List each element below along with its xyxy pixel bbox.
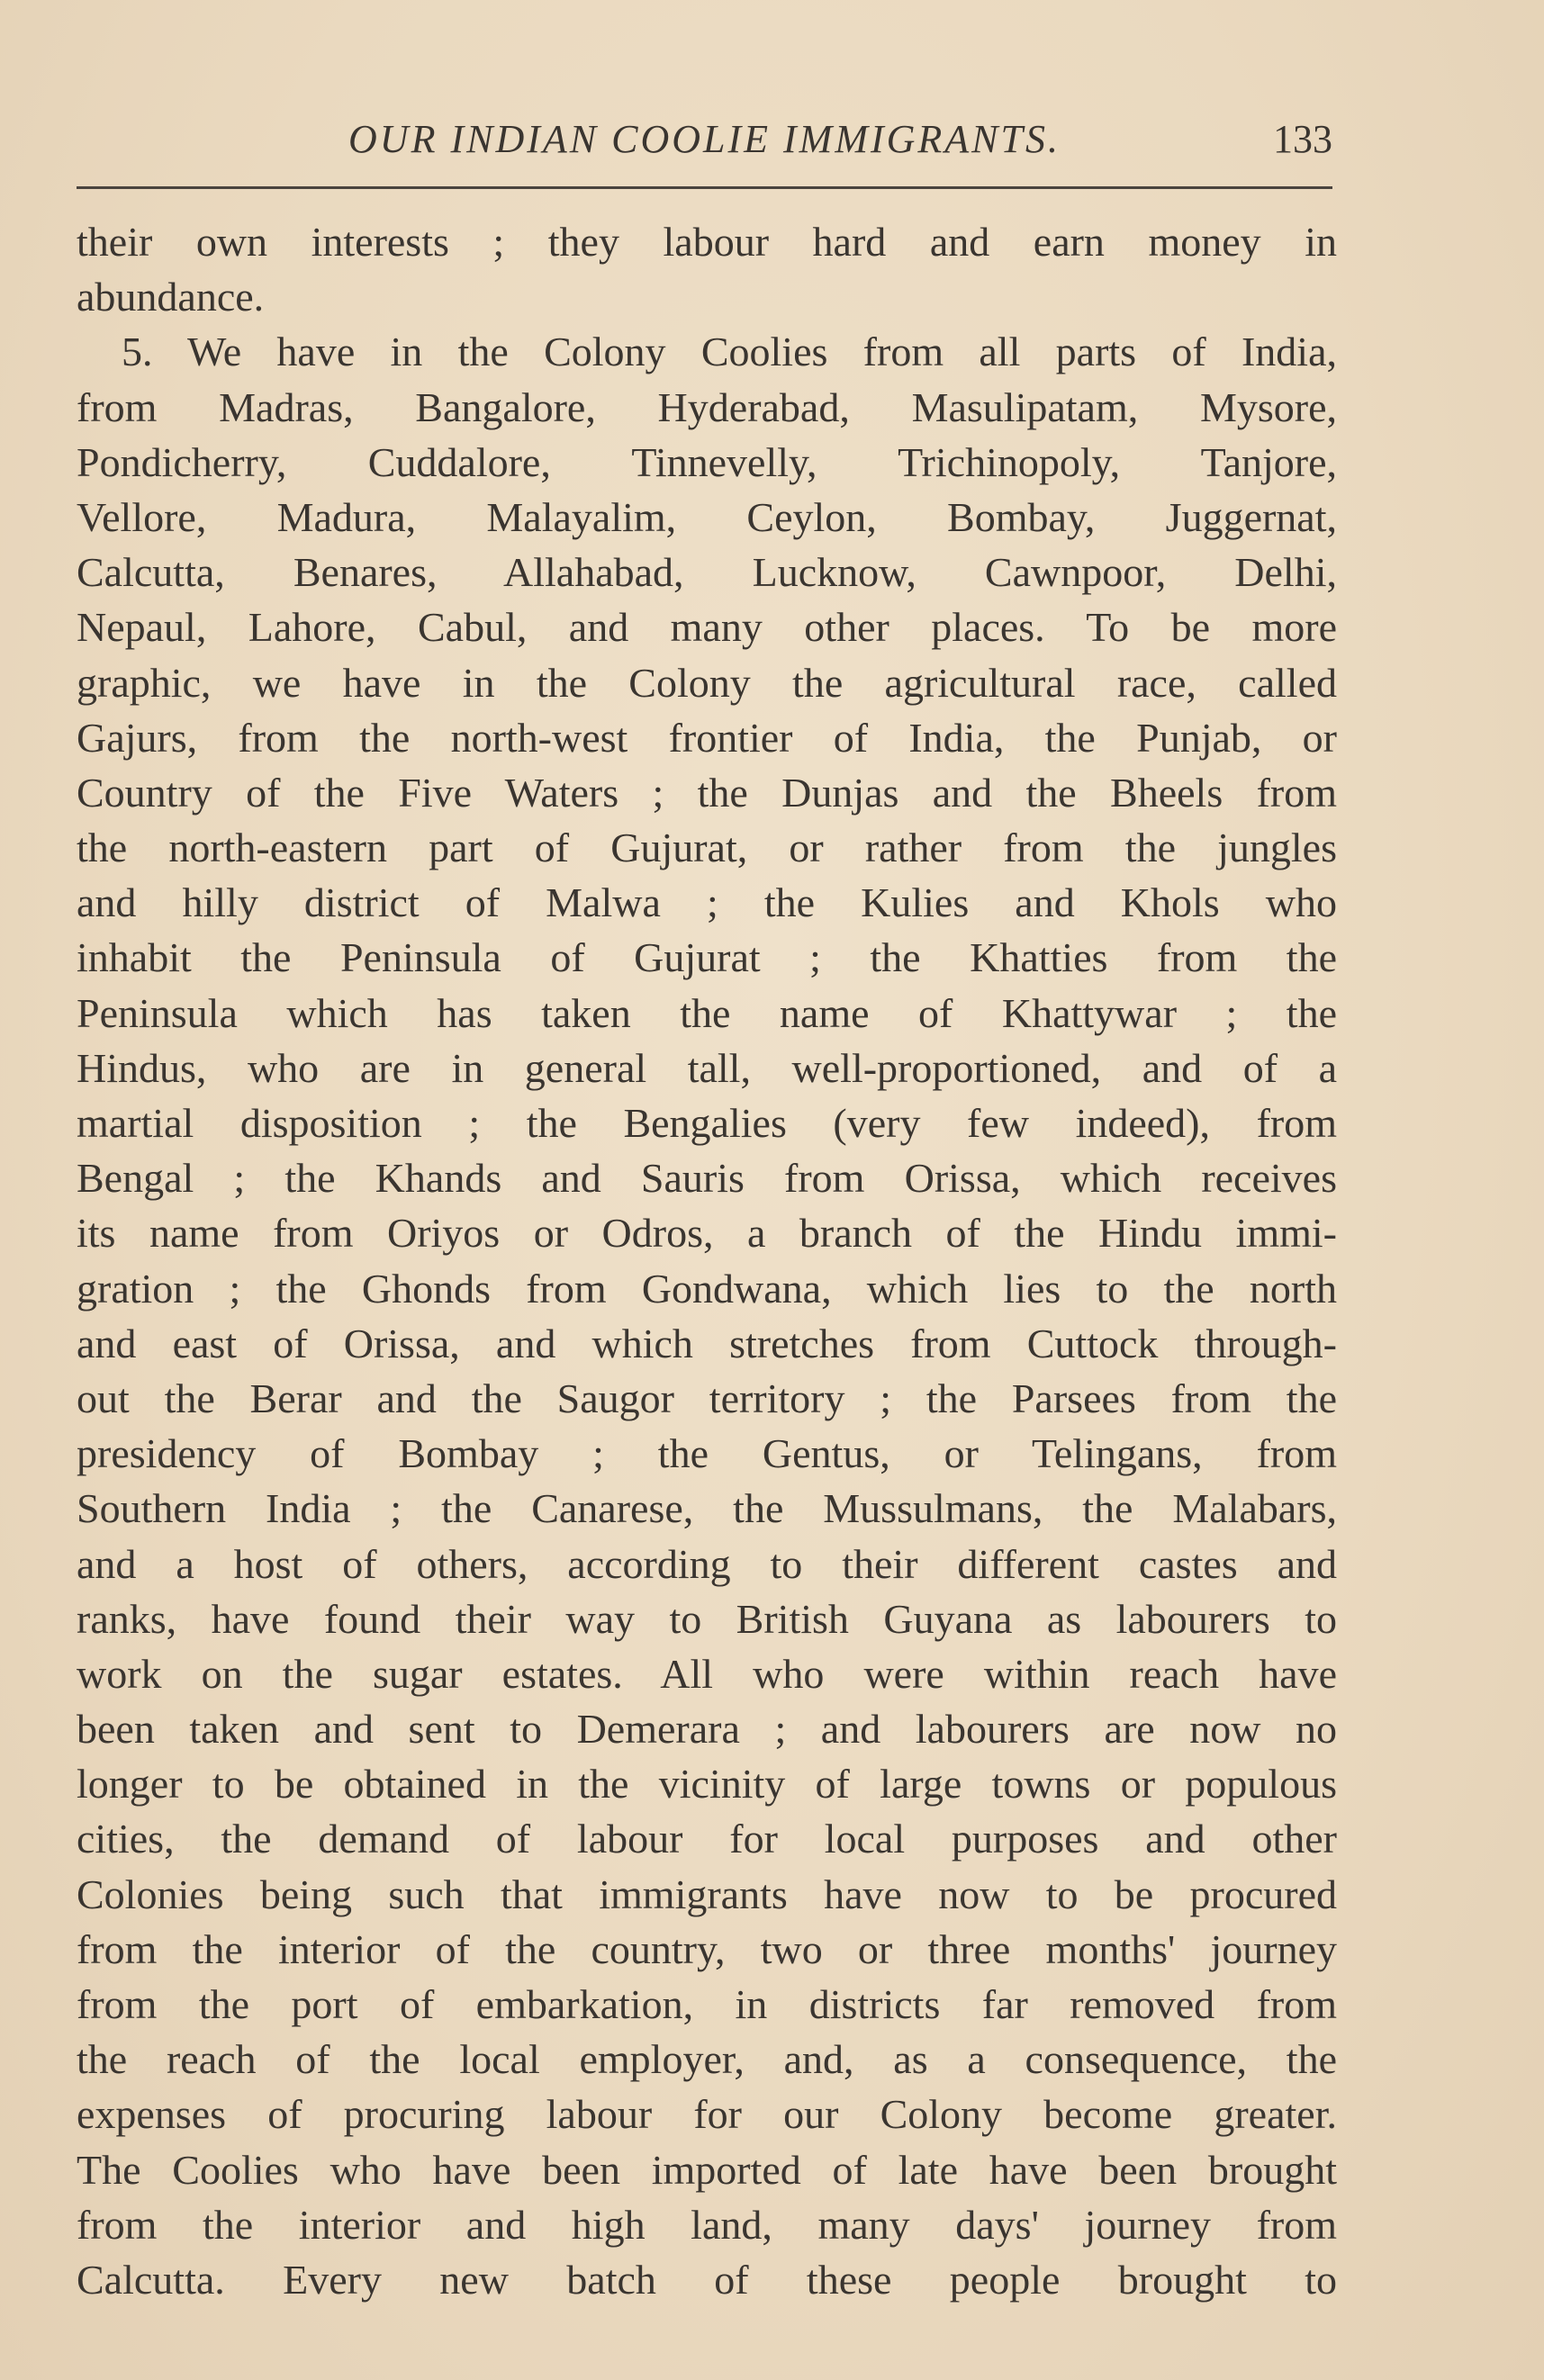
text-line: Calcutta, Benares, Allahabad, Lucknow, Cawnpoor, Delhi, [77,549,1337,596]
text-line: Pondicherry, Cuddalore, Tinnevelly, Trichinopoly, Tanjore, [77,438,1337,485]
text-line: the north-eastern part of Gujurat, or rather from the jungles [77,825,1337,871]
text-line: expenses of procuring labour for our Colony become greater. [77,2091,1337,2138]
text-line: abundance. [77,274,265,320]
text-line: out the Berar and the Saugor territory ; the Parsees from the [77,1375,1337,1421]
text-line: and east of Orissa, and which stretches from Cuttock through- [77,1320,1337,1366]
text-line: The Coolies who have been imported of late have been brought [77,2146,1337,2193]
text-line: Southern India ; the Canarese, the Mussulmans, the Malabars, [77,1485,1337,1532]
page-number: 133 [1273,117,1332,161]
text-line: presidency of Bombay ; the Gentus, or Telingans, from [77,1430,1337,1477]
text-line: cities, the demand of labour for local purposes and other [77,1816,1337,1862]
text-line: Bengal ; the Khands and Sauris from Orissa, which receives [77,1155,1337,1202]
text-line: Calcutta. Every new batch of these people brought to [77,2256,1337,2303]
text-line: graphic, we have in the Colony the agricultural race, called [77,659,1337,706]
text-line: ranks, have found their way to British Guyana as labourers to [77,1595,1337,1642]
paragraph-start-line: 5. We have in the Colony Coolies from all parts of India, [122,329,1337,375]
text-line: Vellore, Madura, Malayalim, Ceylon, Bombay, Juggernat, [77,493,1337,540]
text-line: its name from Oriyos or Odros, a branch of the Hindu immi- [77,1210,1337,1257]
header-divider [77,186,1332,189]
text-line: the reach of the local employer, and, as a consequence, the [77,2036,1337,2083]
text-line: longer to be obtained in the vicinity of large towns or populous [77,1761,1337,1808]
text-line: and a host of others, according to their different castes and [77,1540,1337,1587]
text-line: Country of the Five Waters ; the Dunjas and the Bheels from [77,769,1337,816]
body-text [77,214,1337,2307]
text-line: Gajurs, from the north-west frontier of India, the Punjab, or [77,714,1337,761]
text-line: Nepaul, Lahore, Cabul, and many other places. To be more [77,604,1337,651]
text-line: work on the sugar estates. All who were within reach have [77,1650,1337,1697]
text-line: from Madras, Bangalore, Hyderabad, Masulipatam, Mysore, [77,383,1337,430]
text-line: inhabit the Peninsula of Gujurat ; the Khatties from the [77,934,1337,981]
text-line: from the interior and high land, many days' journey from [77,2201,1337,2248]
running-title: OUR INDIAN COOLIE IMMIGRANTS. [348,117,1061,161]
text-line: and hilly district of Malwa ; the Kulies and Khols who [77,879,1337,926]
text-line: gration ; the Ghonds from Gondwana, which lies to the north [77,1265,1337,1312]
text-line: been taken and sent to Demerara ; and labourers are now no [77,1706,1337,1753]
text-line: martial disposition ; the Bengalies (very few indeed), from [77,1100,1337,1146]
text-line: Peninsula which has taken the name of Khattywar ; the [77,989,1337,1036]
text-line: from the interior of the country, two or three months' journey [77,1925,1337,1972]
text-line: from the port of embarkation, in districts far removed from [77,1981,1337,2027]
text-line: their own interests ; they labour hard and earn money in [77,219,1337,265]
text-line: Colonies being such that immigrants have now to be procured [77,1871,1337,1917]
page-header [77,108,1332,171]
text-line: Hindus, who are in general tall, well-proportioned, and of a [77,1044,1337,1091]
